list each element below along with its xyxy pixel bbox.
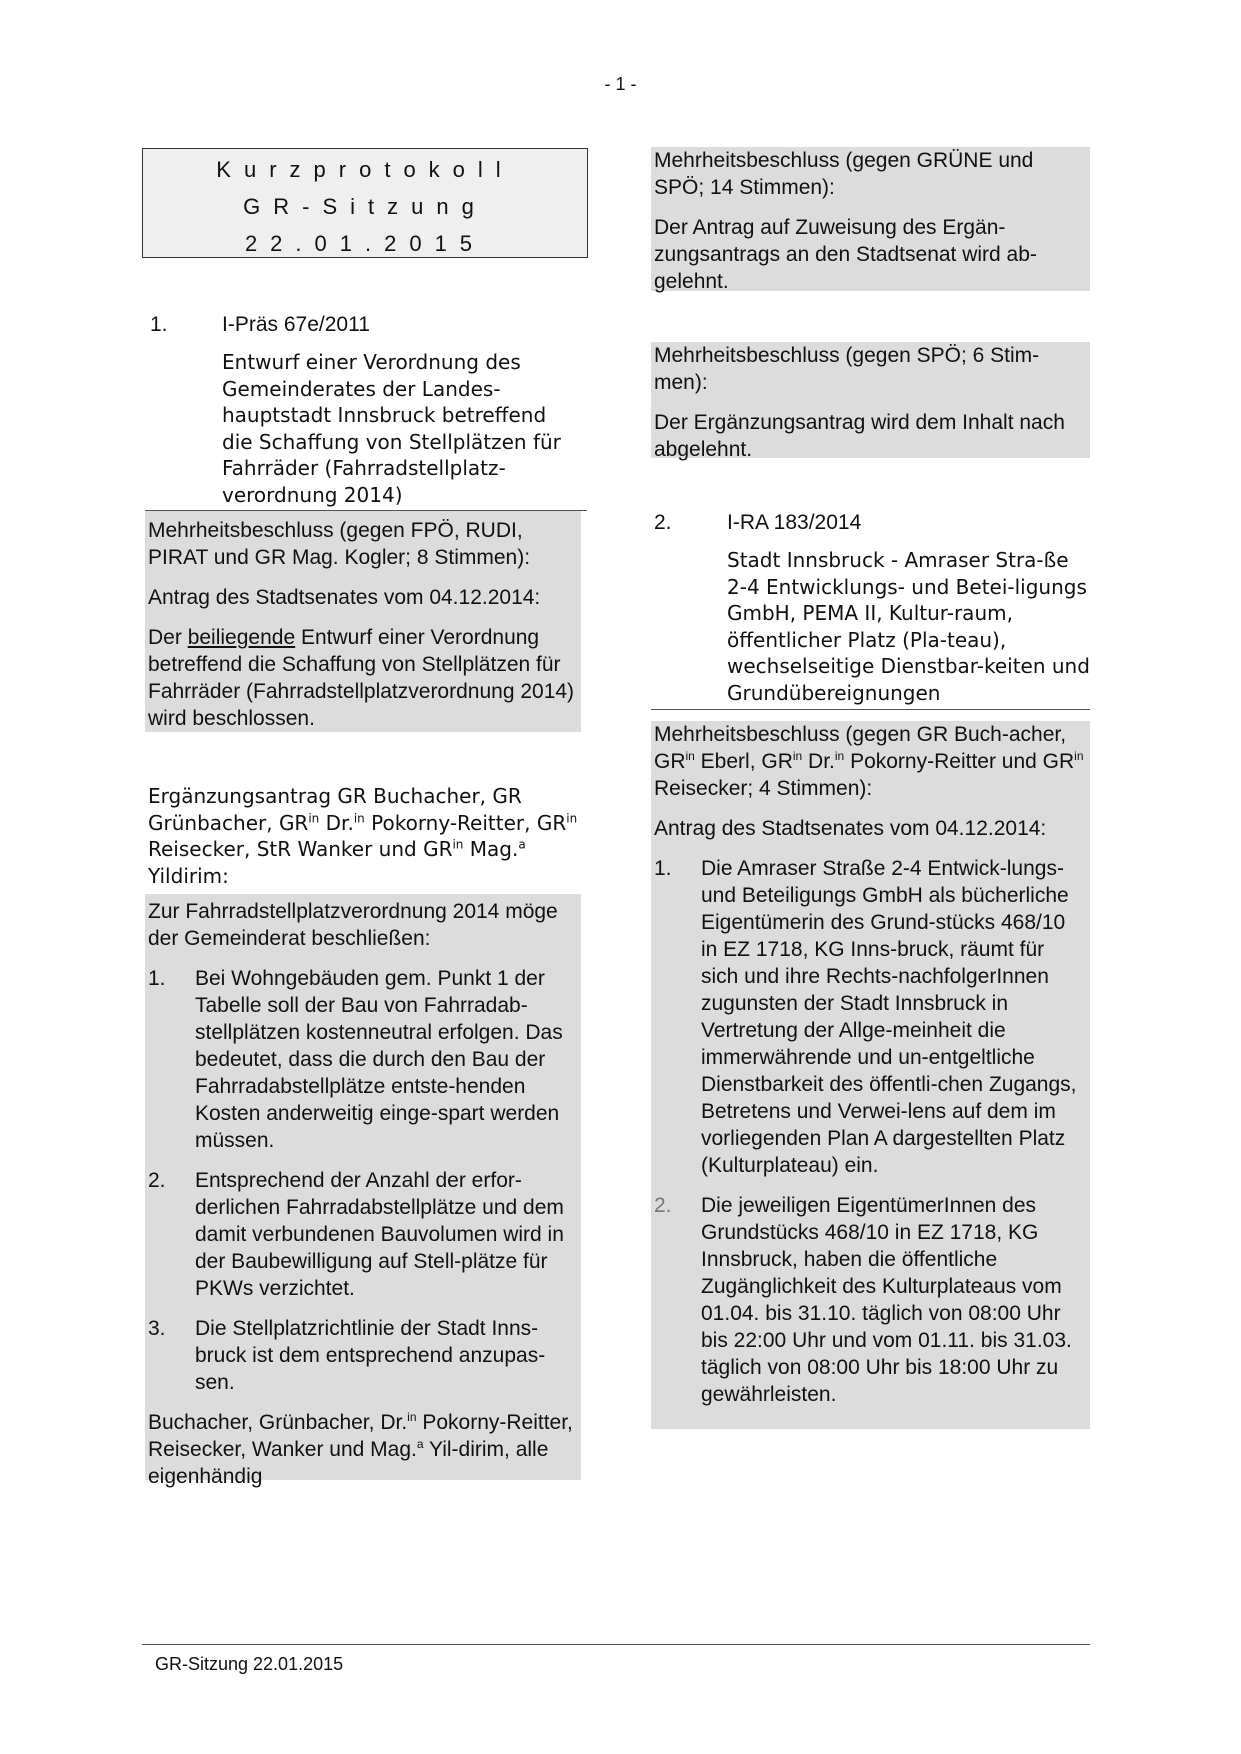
- supplement-point: [148, 1167, 581, 1302]
- point-number: 1.: [148, 967, 166, 990]
- sup-in: in: [407, 1410, 417, 1424]
- footer-text: GR-Sitzung 22.01.2015: [155, 1654, 344, 1674]
- resolution-1: Mehrheitsbeschluss (gegen GRÜNE und SPÖ; 14 Stimmen):: [654, 149, 1034, 199]
- res-1: Mehrheitsbeschluss (gegen GR Buch-acher, GR: [654, 723, 1067, 773]
- decision-2: Der Ergänzungsantrag wird dem Inhalt nach abgelehnt.: [654, 411, 1065, 461]
- point-text: Die jeweiligen EigentümerInnen des Grundstücks 468/10 in EZ 1718, KG Innsbruck, haben die öffentliche Zugänglichkeit des Kulturplateaus vom 01.04. bis 31.10. täglich von 08:00 Uhr bis 22:00 Uhr und vom 01.11. bis 31.03. täglich von 08:00 Uhr bis 18:00 Uhr zu gewährleisten.: [701, 1194, 1072, 1406]
- item2-point: [654, 1192, 1086, 1408]
- sup-in: in: [452, 837, 464, 852]
- sig-1: Buchacher, Grünbacher, Dr.: [148, 1411, 408, 1434]
- resolution-2: Mehrheitsbeschluss (gegen SPÖ; 6 Stim-men):: [654, 344, 1040, 394]
- right-resolution-block-2: [651, 342, 1090, 461]
- right-resolution-block-1: [651, 147, 1090, 291]
- decision-pre: Der: [148, 626, 188, 649]
- sh-2: Dr.: [319, 810, 354, 835]
- point-text: Die Stellplatzrichtlinie der Stadt Inns-bruck ist dem entsprechend anzupas-sen.: [195, 1317, 546, 1394]
- supplement-point: [148, 1315, 581, 1396]
- point-text: Bei Wohngebäuden gem. Punkt 1 der Tabelle soll der Bau von Fahrradab-stellplätzen kostenneutral erfolgen. Das bedeutet, dass die durch den Bau der Fahrradabstellplätze entste-henden Kosten anderweitig einge-spart werden müssen.: [195, 967, 563, 1152]
- sup-in: in: [834, 749, 845, 763]
- item2-number: 2.: [654, 511, 672, 534]
- title-line-1: Kurzprotokoll: [216, 157, 514, 182]
- point-text: Entsprechend der Anzahl der erfor-derlichen Fahrradabstellplätze und dem damit verbundenen Bauvolumen wird in der Baubewilligung auf Stell-plätze für PKWs verzichtet.: [195, 1169, 564, 1300]
- res-2: Eberl, GR: [694, 750, 793, 773]
- item1-resolution: Mehrheitsbeschluss (gegen FPÖ, RUDI, PIRAT und GR Mag. Kogler; 8 Stimmen):: [148, 519, 531, 569]
- item1-number: 1.: [150, 313, 168, 336]
- decision-1: Der Antrag auf Zuweisung des Ergän-zungsantrags an den Stadtsenat wird ab-gelehnt.: [654, 216, 1037, 293]
- point-number: 2.: [148, 1169, 166, 1192]
- sh-1: Ergänzungsantrag GR Buchacher, GR Grünbacher, GR: [148, 784, 522, 835]
- page-number: - 1 -: [604, 74, 637, 94]
- divider: [651, 709, 1090, 710]
- sup-in: in: [566, 810, 578, 825]
- point-number: 2.: [654, 1194, 672, 1217]
- title-line-2: GR-Sitzung: [243, 194, 487, 219]
- decision-underlined: beiliegende: [187, 626, 296, 649]
- item2-resolution-block: [651, 721, 1090, 1429]
- supplement-point: [148, 965, 581, 1154]
- supplement-intro: Zur Fahrradstellplatzverordnung 2014 möge der Gemeinderat beschließen:: [148, 900, 558, 950]
- sup-in: in: [1074, 749, 1084, 763]
- point-number: 1.: [654, 857, 672, 880]
- item2-point: [654, 855, 1086, 1179]
- supplement-signatures: [148, 1409, 581, 1490]
- supplement-block: [145, 894, 581, 1488]
- item1-resolution-block: [145, 511, 581, 732]
- sup-a: a: [518, 837, 526, 852]
- sh-5: Mag.: [463, 837, 519, 861]
- item1-reference: I-Präs 67e/2011: [222, 313, 370, 336]
- item1-subject: Entwurf einer Verordnung des Gemeinderates der Landes-hauptstadt Innsbruck betreffend die Schaffung von Stellplätzen für Fahrräder (Fahrradstellplatz-verordnung 2014): [222, 350, 561, 507]
- res-4: Pokorny-Reitter und GR: [844, 750, 1075, 773]
- item2-motion: Antrag des Stadtsenates vom 04.12.2014:: [654, 817, 1047, 840]
- point-text: Die Amraser Straße 2-4 Entwick-lungs- und Beteiligungs GmbH als bücherliche Eigentümerin des Grund-stücks 468/10 in EZ 1718, KG Inns-bruck, räumt für sich und ihre Rechts-nachfolgerInnen zugunsten der Stadt Innsbruck in Vertretung der Allge-meinheit die immerwährende und un-entgeltliche Dienstbarkeit des öffentli-chen Zugangs, Betretens und Verwei-lens auf dem im vorliegenden Plan A dargestellten Platz (Kulturplateau) ein.: [701, 857, 1077, 1177]
- title-box: [142, 148, 588, 258]
- sh-6: Yildirim:: [148, 863, 229, 888]
- title-line-3: 22.01.2015: [244, 231, 486, 256]
- sup-in: in: [353, 810, 365, 825]
- res-5: Reisecker; 4 Stimmen):: [654, 777, 873, 800]
- res-3: Dr.: [802, 750, 835, 773]
- footer-divider: [142, 1644, 1090, 1645]
- sup-in: in: [792, 749, 803, 763]
- sh-4: Reisecker, StR Wanker und GR: [148, 837, 453, 861]
- supplement-heading: [148, 783, 588, 889]
- sup-a: a: [416, 1437, 424, 1451]
- item1-motion: Antrag des Stadtsenates vom 04.12.2014:: [148, 586, 541, 609]
- sup-in: in: [308, 810, 320, 825]
- point-number: 3.: [148, 1317, 166, 1340]
- item1-decision: [148, 624, 581, 732]
- sig-2: Pokorny-Reitter, Reisecker, Wanker und Mag.: [148, 1411, 573, 1461]
- sig-3: Yil-dirim, alle eigenhändig: [148, 1438, 549, 1488]
- item2-subject: Stadt Innsbruck - Amraser Stra-ße 2-4 Entwicklungs- und Betei-ligungs GmbH, PEMA II, Kultur-raum, öffentlicher Platz (Pla-teau), wechselseitige Dienstbar-keiten und Grundübereignungen: [727, 548, 1090, 705]
- sup-in: in: [685, 749, 695, 763]
- item2-resolution: [654, 721, 1086, 802]
- item2-reference: I-RA 183/2014: [727, 511, 862, 534]
- sh-3: Pokorny-Reitter, GR: [364, 810, 567, 835]
- decision-post: Entwurf einer Verordnung betreffend die Schaffung von Stellplätzen für Fahrräder (Fahrradstellplatzverordnung 2014) wird beschlossen.: [148, 626, 575, 730]
